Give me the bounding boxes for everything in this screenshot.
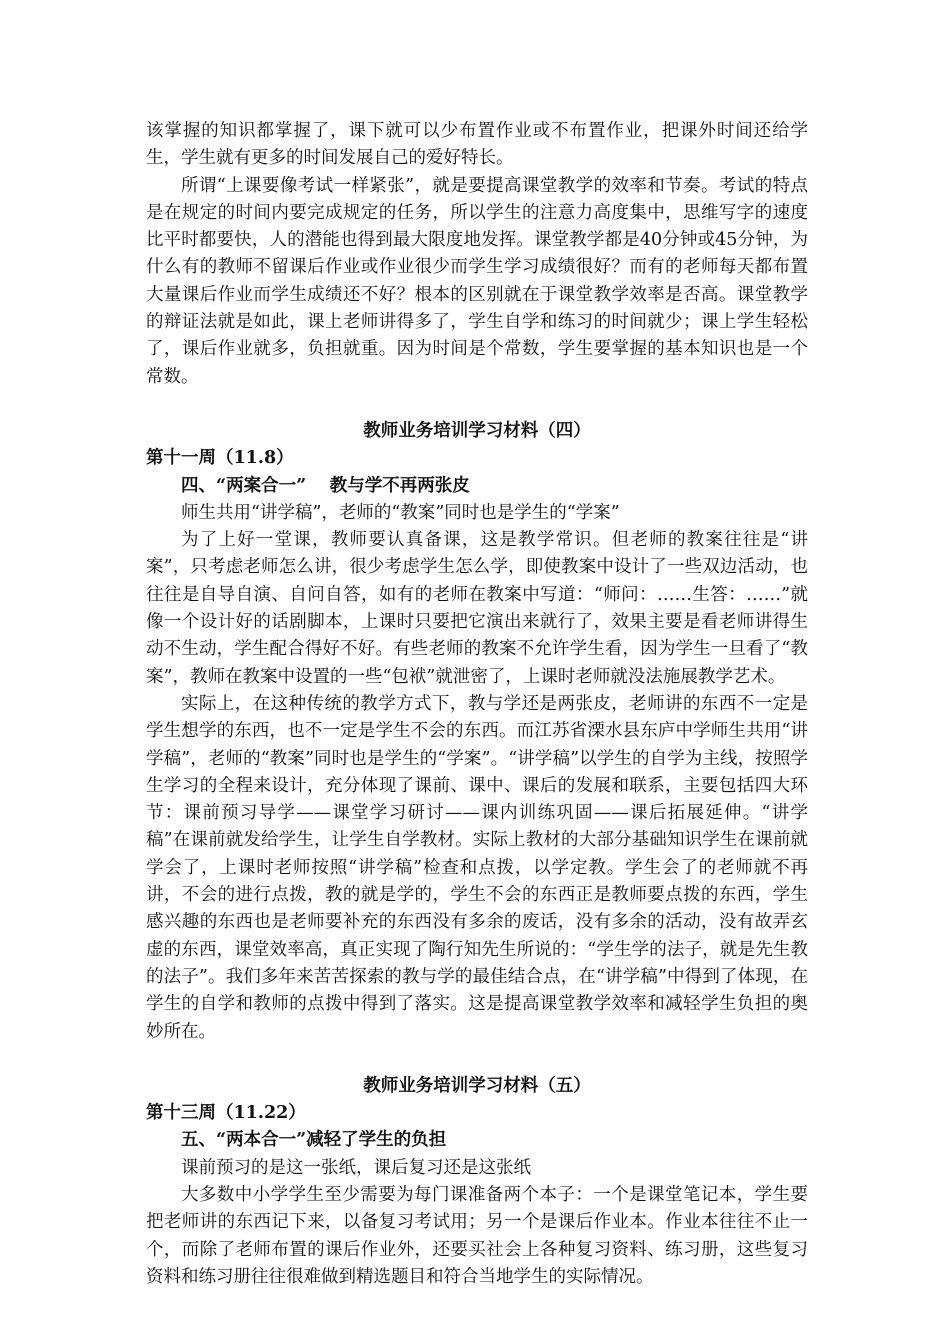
section-title: 教师业务培训学习材料（五） [363, 1075, 591, 1096]
document-page [146, 118, 808, 1291]
paragraph: 大多数中小学学生至少需要为每门课准备两个本子：一个是课堂笔记本，学生要把老师讲的东西记下来，以备复习考试用；另一个是课后作业本。作业本往往不止一个，而除了老师布置的课后作业外，还要买社会上各种复习资料、练习册，这些复习资料和练习册往往很难做到精选题目和符合当地学生的实际情况。 [146, 1184, 808, 1287]
week-label: 第十一周（11.8） [146, 448, 294, 469]
paragraph: 实际上，在这种传统的教学方式下，教与学还是两张皮，老师讲的东西不一定是学生想学的东西，也不一定是学生不会的东西。而江苏省溧水县东庐中学师生共用“讲学稿”，老师的“教案”同时也是学生的“学案”。“讲学稿”以学生的自学为主线，按照学生学习的全程来设计，充分体现了课前、课中、课后的发展和联系，主要包括四大环节：课前预习导学——课堂学习研讨——课内训练巩固——课后拓展延伸。“讲学稿”在课前就发给学生，让学生自学教材。实际上教材的大部分基础知识学生在课前就学会了，上课时老师按照“讲学稿”检查和点拨，以学定教。学生会了的老师就不再讲，不会的进行点拨，教的就是学的，学生不会的东西正是教师要点拨的东西，学生感兴趣的东西也是老师要补充的东西没有多余的废话，没有多余的活动，没有故弄玄虚的东西，课堂效率高，真正实现了陶行知先生所说的：“学生学的法子，就是先生教的法子”。我们多年来苦苦探索的教与学的最佳结合点，在“讲学稿”中得到了体现，在学生的自学和教师的点拨中得到了落实。这是提高课堂教学效率和减轻学生负担的奥妙所在。 [146, 693, 808, 1042]
week-label: 第十三周（11.22） [146, 1103, 306, 1124]
paragraph: 所谓“上课要像考试一样紧张”，就是要提高课堂教学的效率和节奏。考试的特点是在规定的时间内要完成规定的任务，所以学生的注意力高度集中，思维写字的速度比平时都要快，人的潜能也得到最大限度地发挥。课堂教学都是40分钟或45分钟，为什么有的教师不留课后作业或作业很少而学生学习成绩很好？而有的老师每天都布置大量课后作业而学生成绩还不好？根本的区别就在于课堂教学效率是否高。课堂教学的辩证法就是如此，课上老师讲得多了，学生自学和练习的时间就少；课上学生轻松了，课后作业就多，负担就重。因为时间是个常数，学生要掌握的基本知识也是一个常数。 [146, 175, 808, 387]
section-heading: 四、“两案合一” 教与学不再两张皮 [181, 475, 470, 496]
section-subtitle: 课前预习的是这一张纸，课后复习还是这张纸 [181, 1157, 531, 1178]
paragraph: 为了上好一堂课，教师要认真备课，这是教学常识。但老师的教案往往是“讲案”，只考虑老师怎么讲，很少考虑学生怎么学，即使教案中设计了一些双边活动，也往往是自导自演、自问自答，如有的老师在教案中写道：“师问：……生答：……”就像一个设计好的话剧脚本，上课时只要把它演出来就行了，效果主要是看老师讲得生动不生动，学生配合得好不好。有些老师的教案不允许学生看，因为学生一旦看了“教案”，教师在教案中设置的一些“包袱”就泄密了，上课时老师就没法施展教学艺术。 [146, 530, 808, 687]
section-subtitle: 师生共用“讲学稿”，老师的“教案”同时也是学生的“学案” [181, 502, 620, 523]
section-title: 教师业务培训学习材料（四） [363, 420, 591, 441]
section-heading: 五、“两本合一”减轻了学生的负担 [181, 1130, 447, 1151]
paragraph-continued: 该掌握的知识都掌握了，课下就可以少布置作业或不布置作业，把课外时间还给学生，学生就有更多的时间发展自己的爱好特长。 [146, 121, 808, 169]
